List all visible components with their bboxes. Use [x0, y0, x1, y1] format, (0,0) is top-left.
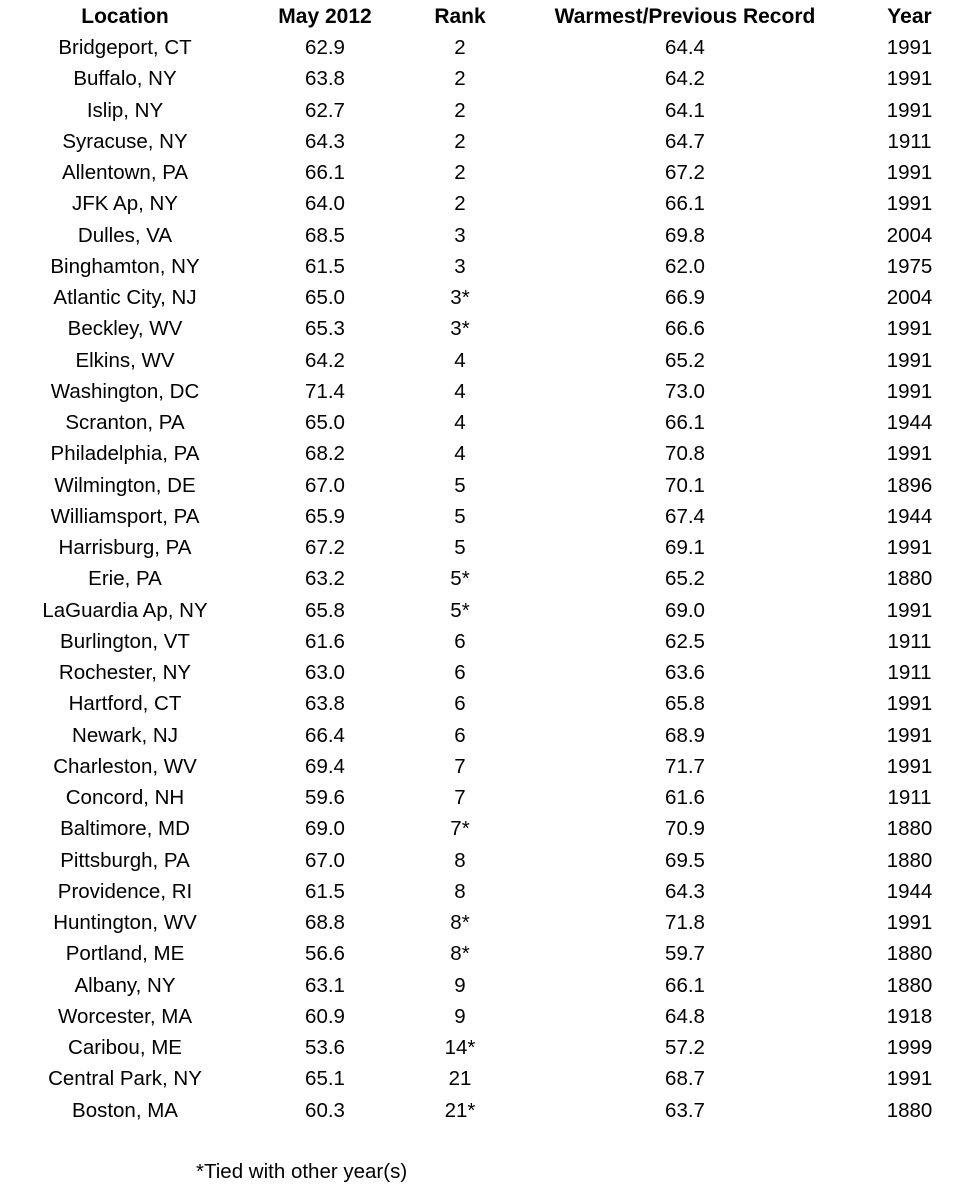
- records-table-container: [0, 2, 969, 1126]
- cell-may-2012: 63.2: [305, 567, 345, 591]
- cell-location: Syracuse, NY: [62, 129, 188, 153]
- cell-rank: 8*: [450, 911, 470, 934]
- cell-may-2012: 66.4: [305, 723, 345, 747]
- cell-year: 1880: [886, 942, 933, 966]
- cell-previous-record: 61.6: [665, 786, 705, 809]
- cell-year: 1991: [886, 442, 933, 466]
- cell-year: 1918: [886, 1004, 933, 1028]
- cell-may-2012: 61.5: [305, 254, 345, 278]
- cell-previous-record: 66.1: [665, 973, 705, 997]
- cell-may-2012: 68.2: [305, 442, 345, 466]
- table-body: [0, 32, 969, 1126]
- cell-rank: 8: [454, 879, 466, 903]
- header-rank: Rank: [434, 5, 486, 28]
- table-row: [0, 532, 969, 563]
- table-row: [0, 563, 969, 594]
- cell-may-2012: 60.9: [305, 1004, 345, 1028]
- cell-previous-record: 71.7: [665, 754, 705, 778]
- cell-may-2012: 65.0: [305, 411, 345, 434]
- cell-year: 1911: [887, 661, 932, 684]
- cell-may-2012: 63.0: [305, 661, 345, 684]
- cell-year: 1991: [886, 692, 933, 716]
- cell-rank: 21: [448, 1067, 472, 1091]
- cell-previous-record: 64.1: [665, 98, 705, 122]
- cell-previous-record: 64.2: [665, 67, 705, 91]
- table-row: [0, 1063, 969, 1094]
- table-row: [0, 282, 969, 313]
- cell-may-2012: 63.8: [305, 692, 345, 716]
- cell-year: 1991: [886, 723, 933, 747]
- cell-year: 1991: [886, 536, 933, 559]
- cell-may-2012: 65.1: [305, 1067, 345, 1091]
- table-row: [0, 595, 969, 626]
- table-row: [0, 345, 969, 376]
- cell-may-2012: 67.0: [305, 848, 345, 872]
- cell-location: Providence, RI: [57, 879, 193, 903]
- cell-location: Dulles, VA: [77, 223, 173, 247]
- cell-previous-record: 64.4: [665, 36, 705, 59]
- cell-may-2012: 60.3: [305, 1098, 345, 1122]
- cell-may-2012: 69.4: [305, 754, 345, 778]
- cell-year: 1880: [886, 1098, 933, 1122]
- table-row: [0, 1032, 969, 1063]
- cell-location: Concord, NH: [65, 786, 185, 809]
- cell-location: Bridgeport, CT: [58, 36, 192, 59]
- cell-rank: 5*: [450, 598, 470, 622]
- cell-year: 1944: [886, 411, 933, 434]
- table-row: [0, 845, 969, 876]
- table-row: [0, 657, 969, 688]
- cell-may-2012: 53.6: [305, 1036, 345, 1059]
- cell-year: 1991: [886, 67, 933, 91]
- cell-location: Harrisburg, PA: [58, 536, 192, 559]
- records-table: [0, 2, 969, 1126]
- cell-rank: 7: [454, 786, 466, 809]
- table-row: [0, 188, 969, 219]
- table-row: [0, 813, 969, 844]
- cell-previous-record: 63.6: [665, 661, 705, 684]
- cell-year: 1991: [886, 348, 933, 372]
- cell-location: Williamsport, PA: [50, 504, 200, 528]
- cell-year: 1991: [886, 1067, 933, 1091]
- cell-may-2012: 71.4: [305, 379, 345, 403]
- cell-rank: 7*: [450, 817, 470, 841]
- cell-year: 2004: [886, 223, 933, 247]
- cell-year: 1896: [886, 473, 933, 497]
- cell-location: Scranton, PA: [65, 411, 185, 434]
- cell-previous-record: 73.0: [665, 379, 705, 403]
- table-row: [0, 688, 969, 719]
- cell-rank: 5: [454, 504, 466, 528]
- cell-location: Atlantic City, NJ: [53, 286, 197, 309]
- table-row: [0, 438, 969, 469]
- cell-previous-record: 67.4: [665, 504, 705, 528]
- cell-location: Rochester, NY: [58, 661, 192, 684]
- cell-location: Caribou, ME: [68, 1036, 182, 1059]
- cell-rank: 6: [454, 723, 466, 747]
- cell-previous-record: 65.2: [665, 567, 705, 591]
- cell-may-2012: 61.6: [305, 629, 345, 653]
- header-year: Year: [887, 5, 932, 28]
- cell-previous-record: 64.7: [665, 129, 705, 153]
- cell-rank: 5: [454, 473, 466, 497]
- cell-previous-record: 65.2: [665, 348, 705, 372]
- cell-previous-record: 67.2: [665, 161, 705, 184]
- cell-rank: 6: [454, 661, 466, 684]
- cell-previous-record: 69.0: [665, 598, 705, 622]
- table-row: [0, 782, 969, 813]
- cell-location: Washington, DC: [50, 379, 200, 403]
- cell-rank: 8: [454, 848, 466, 872]
- cell-rank: 6: [454, 692, 466, 716]
- cell-may-2012: 62.9: [305, 36, 345, 59]
- cell-previous-record: 71.8: [665, 911, 705, 934]
- cell-may-2012: 63.8: [305, 67, 345, 91]
- cell-rank: 14*: [444, 1036, 476, 1059]
- cell-location: Newark, NJ: [72, 723, 178, 747]
- table-row: [0, 1001, 969, 1032]
- cell-rank: 2: [454, 161, 466, 184]
- table-row: [0, 376, 969, 407]
- cell-previous-record: 66.9: [665, 286, 705, 309]
- cell-rank: 9: [454, 973, 466, 997]
- cell-year: 1880: [886, 567, 933, 591]
- table-row: [0, 501, 969, 532]
- cell-may-2012: 65.9: [305, 504, 345, 528]
- table-row: [0, 720, 969, 751]
- cell-year: 1991: [886, 754, 933, 778]
- table-row: [0, 220, 969, 251]
- cell-location: Beckley, WV: [67, 317, 183, 341]
- cell-year: 1975: [886, 254, 933, 278]
- cell-location: Allentown, PA: [61, 161, 189, 184]
- cell-year: 1991: [886, 317, 933, 341]
- cell-rank: 2: [454, 98, 466, 122]
- cell-location: Worcester, MA: [57, 1004, 193, 1028]
- cell-previous-record: 68.7: [665, 1067, 705, 1091]
- table-row: [0, 876, 969, 907]
- cell-may-2012: 68.8: [305, 911, 345, 934]
- table-row: [0, 1095, 969, 1126]
- cell-previous-record: 59.7: [665, 942, 705, 966]
- cell-may-2012: 65.3: [305, 317, 345, 341]
- header-may-2012: May 2012: [278, 5, 372, 28]
- cell-rank: 3: [454, 254, 466, 278]
- table-row: [0, 32, 969, 63]
- cell-location: Portland, ME: [65, 942, 185, 966]
- cell-rank: 2: [454, 192, 466, 216]
- cell-previous-record: 62.0: [665, 254, 705, 278]
- cell-previous-record: 64.3: [665, 879, 705, 903]
- cell-previous-record: 62.5: [665, 629, 705, 653]
- cell-year: 1991: [886, 192, 933, 216]
- table-header-row: [0, 2, 969, 32]
- cell-location: Albany, NY: [74, 973, 176, 997]
- cell-year: 1999: [886, 1036, 933, 1059]
- cell-location: Elkins, WV: [75, 348, 175, 372]
- cell-rank: 4: [454, 379, 466, 403]
- table-row: [0, 95, 969, 126]
- cell-location: Erie, PA: [88, 567, 162, 591]
- cell-rank: 3: [454, 223, 466, 247]
- cell-may-2012: 61.5: [305, 879, 345, 903]
- cell-previous-record: 65.8: [665, 692, 705, 716]
- table-row: [0, 63, 969, 94]
- table-row: [0, 751, 969, 782]
- cell-rank: 4: [454, 411, 466, 434]
- cell-location: Philadelphia, PA: [50, 442, 200, 466]
- table-row: [0, 157, 969, 188]
- cell-rank: 9: [454, 1004, 466, 1028]
- header-previous-record: Warmest/Previous Record: [554, 5, 816, 28]
- table-row: [0, 907, 969, 938]
- cell-previous-record: 63.7: [665, 1098, 705, 1122]
- cell-may-2012: 67.2: [305, 536, 345, 559]
- cell-year: 1911: [887, 129, 932, 153]
- cell-rank: 3*: [450, 317, 470, 341]
- cell-year: 1880: [886, 973, 933, 997]
- cell-location: Islip, NY: [86, 98, 164, 122]
- table-row: [0, 251, 969, 282]
- cell-location: LaGuardia Ap, NY: [42, 598, 208, 622]
- table-row: [0, 626, 969, 657]
- cell-location: Central Park, NY: [48, 1067, 202, 1091]
- cell-year: 1991: [886, 36, 933, 59]
- cell-may-2012: 59.6: [305, 786, 345, 809]
- footnote: *Tied with other year(s): [196, 1160, 408, 1183]
- table-row: [0, 407, 969, 438]
- cell-may-2012: 65.0: [305, 286, 345, 309]
- cell-previous-record: 66.1: [665, 411, 705, 434]
- cell-location: Binghamton, NY: [50, 254, 200, 278]
- cell-location: Huntington, WV: [53, 911, 197, 934]
- cell-location: Pittsburgh, PA: [60, 848, 190, 872]
- cell-previous-record: 70.8: [665, 442, 705, 466]
- cell-previous-record: 69.8: [665, 223, 705, 247]
- table-row: [0, 938, 969, 969]
- cell-location: Burlington, VT: [60, 629, 190, 653]
- table-row: [0, 126, 969, 157]
- cell-year: 1911: [887, 786, 932, 809]
- cell-may-2012: 65.8: [305, 598, 345, 622]
- cell-previous-record: 66.1: [665, 192, 705, 216]
- cell-previous-record: 69.1: [665, 536, 705, 559]
- cell-rank: 2: [454, 36, 466, 59]
- cell-rank: 4: [454, 348, 466, 372]
- cell-rank: 21*: [444, 1098, 476, 1122]
- cell-rank: 2: [454, 129, 466, 153]
- cell-rank: 8*: [450, 942, 470, 966]
- cell-location: Baltimore, MD: [60, 817, 190, 841]
- cell-location: JFK Ap, NY: [72, 192, 178, 216]
- table-row: [0, 970, 969, 1001]
- cell-may-2012: 62.7: [305, 98, 345, 122]
- cell-previous-record: 68.9: [665, 723, 705, 747]
- cell-may-2012: 66.1: [305, 161, 345, 184]
- cell-rank: 6: [454, 629, 466, 653]
- cell-may-2012: 69.0: [305, 817, 345, 841]
- cell-year: 1944: [886, 879, 933, 903]
- cell-previous-record: 66.6: [665, 317, 705, 341]
- cell-location: Charleston, WV: [53, 754, 197, 778]
- table-row: [0, 313, 969, 344]
- cell-year: 1991: [886, 98, 933, 122]
- cell-year: 1944: [886, 504, 933, 528]
- cell-year: 1991: [886, 161, 933, 184]
- cell-location: Hartford, CT: [68, 692, 182, 716]
- cell-previous-record: 70.1: [665, 473, 705, 497]
- cell-previous-record: 70.9: [665, 817, 705, 841]
- cell-rank: 5: [454, 536, 466, 559]
- cell-year: 1991: [886, 598, 933, 622]
- cell-rank: 7: [454, 754, 466, 778]
- cell-may-2012: 68.5: [305, 223, 345, 247]
- cell-rank: 5*: [450, 567, 470, 591]
- cell-year: 1880: [886, 817, 933, 841]
- cell-may-2012: 56.6: [305, 942, 345, 966]
- cell-year: 1880: [886, 848, 933, 872]
- cell-rank: 2: [454, 67, 466, 91]
- cell-may-2012: 63.1: [305, 973, 345, 997]
- cell-may-2012: 67.0: [305, 473, 345, 497]
- cell-location: Boston, MA: [72, 1098, 178, 1122]
- cell-previous-record: 57.2: [665, 1036, 705, 1059]
- cell-year: 1911: [887, 629, 932, 653]
- cell-previous-record: 69.5: [665, 848, 705, 872]
- cell-previous-record: 64.8: [665, 1004, 705, 1028]
- cell-rank: 3*: [450, 286, 470, 309]
- cell-location: Wilmington, DE: [54, 473, 196, 497]
- cell-year: 2004: [886, 286, 933, 309]
- cell-may-2012: 64.0: [305, 192, 345, 216]
- cell-may-2012: 64.3: [305, 129, 345, 153]
- cell-year: 1991: [886, 911, 933, 934]
- header-location: Location: [81, 5, 169, 28]
- cell-may-2012: 64.2: [305, 348, 345, 372]
- cell-year: 1991: [886, 379, 933, 403]
- cell-location: Buffalo, NY: [73, 67, 177, 91]
- cell-rank: 4: [454, 442, 466, 466]
- table-row: [0, 470, 969, 501]
